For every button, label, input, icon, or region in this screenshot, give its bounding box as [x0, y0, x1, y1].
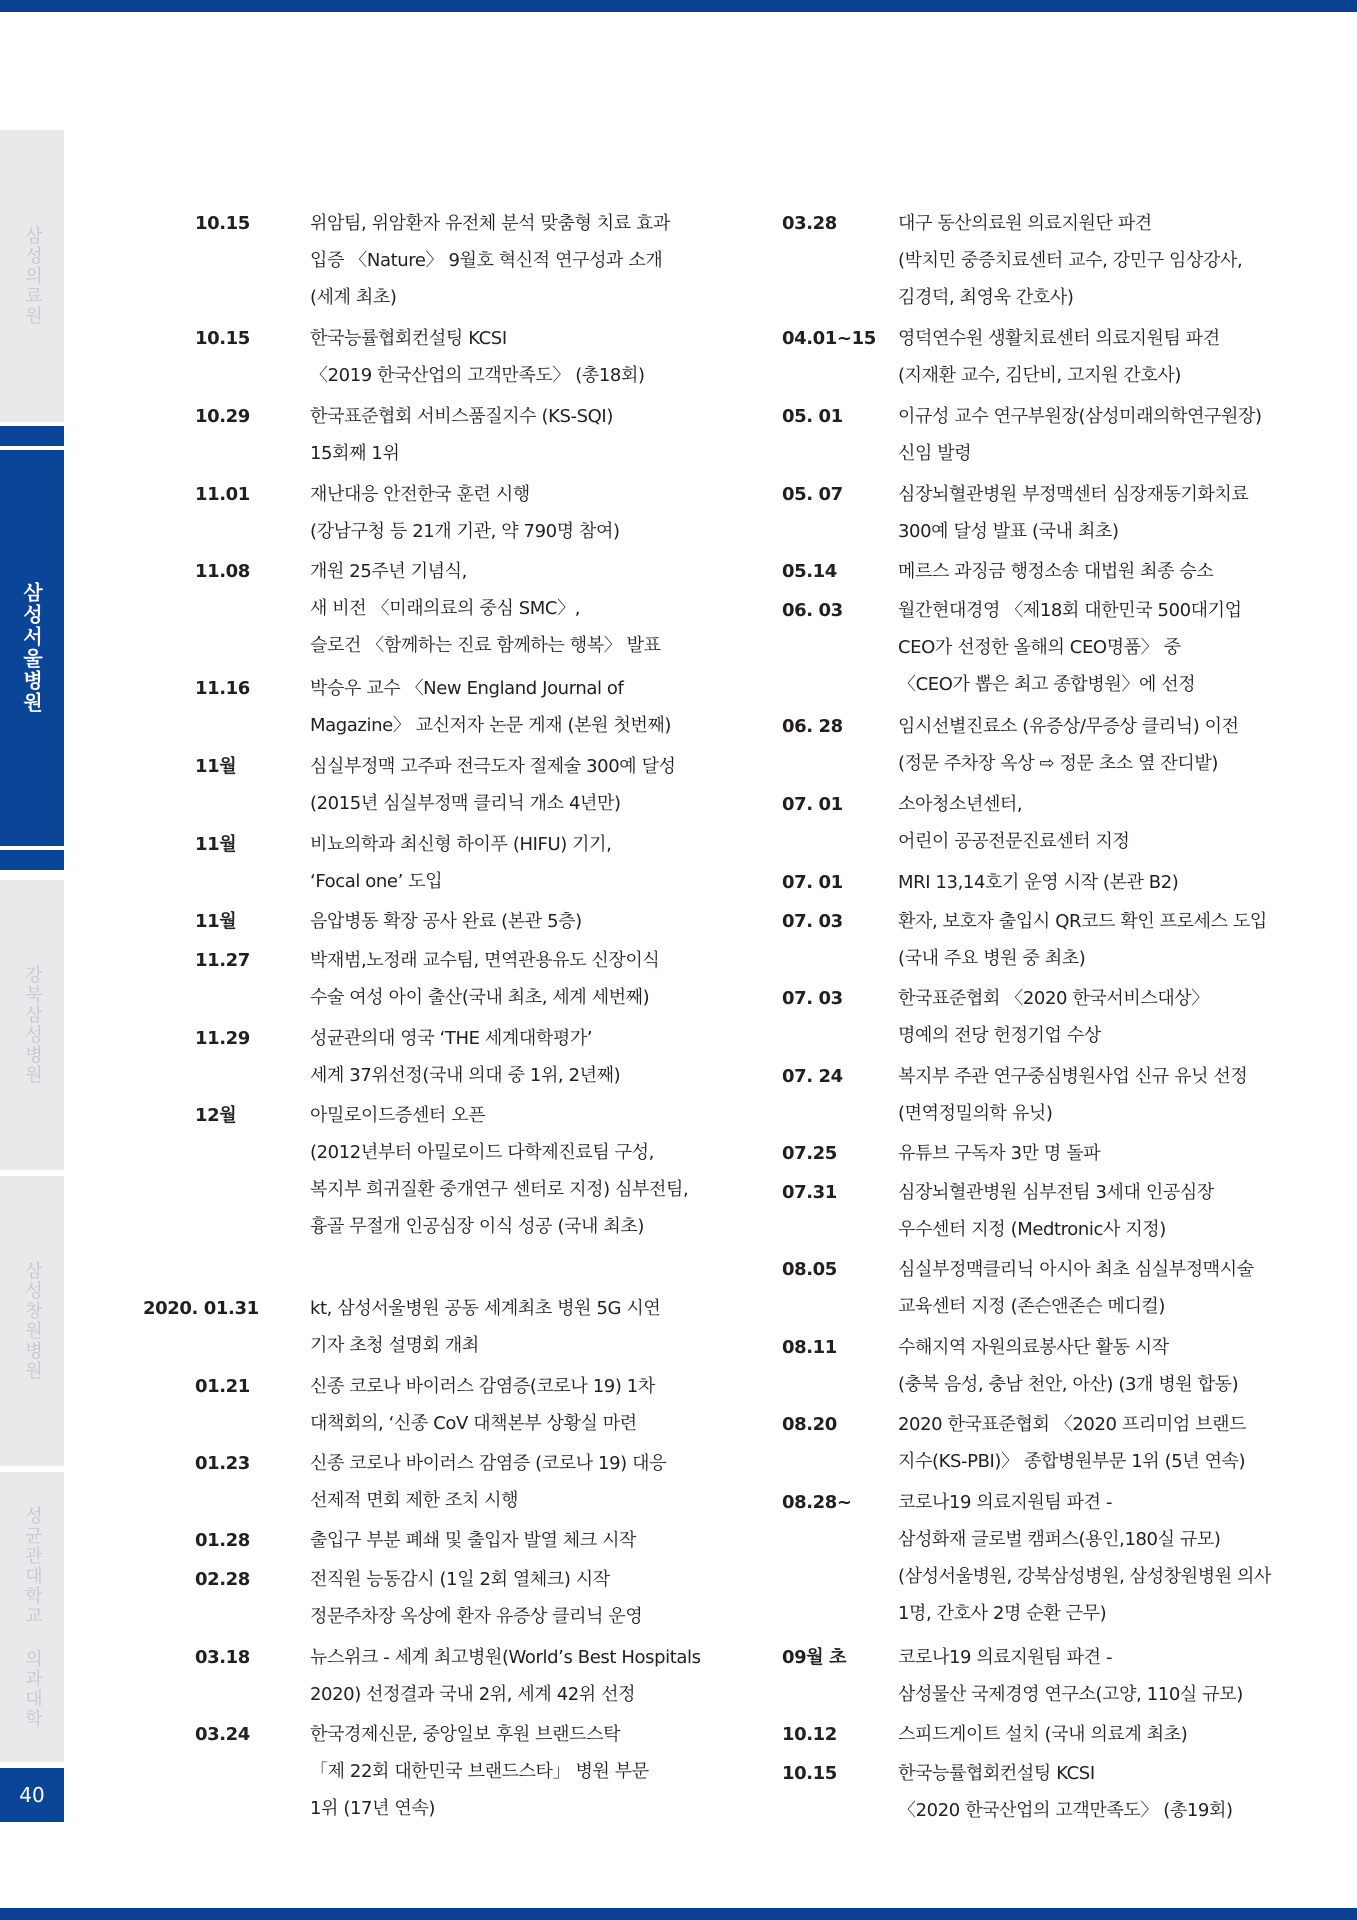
entry-line: ‘Focal one’ 도입	[310, 871, 443, 892]
entry-date: 07.25	[782, 1143, 837, 1164]
sidebar-tab-label: 삼성창원병원	[22, 1261, 43, 1381]
entry-line: 임시선별진료소 (유증상/무증상 클리닉) 이전	[898, 716, 1239, 737]
entry-line: 교육센터 지정 (존슨앤존슨 메디컬)	[898, 1296, 1166, 1317]
entry-date: 09월 초	[782, 1647, 847, 1668]
entry-date: 08.11	[782, 1337, 837, 1358]
entry-line: 위암팀, 위암환자 유전체 분석 맞춤형 치료 효과	[310, 213, 671, 234]
entry-line: 복지부 주관 연구중심병원사업 신규 유닛 선정	[898, 1066, 1248, 1087]
entry-text	[310, 398, 613, 472]
entry-line: (2012년부터 아밀로이드 다학제진료팀 구성,	[310, 1142, 654, 1163]
entry-line: 기자 초청 설명회 개최	[310, 1335, 479, 1356]
entry-date: 12월	[195, 1105, 237, 1126]
entry-text	[310, 1368, 655, 1442]
page-number: 40	[0, 1768, 64, 1822]
entry-date: 03.24	[195, 1724, 250, 1745]
entry-line: 박승우 교수 〈New England Journal of	[310, 678, 624, 699]
entry-date: 11.16	[195, 678, 250, 699]
entry-line: 한국경제신문, 중앙일보 후원 브랜드스탁	[310, 1724, 621, 1745]
entry-date: 05.14	[782, 561, 837, 582]
entry-date: 11.01	[195, 484, 250, 505]
entry-text	[898, 1755, 1233, 1829]
entry-line: 심장뇌혈관병원 심부전팀 3세대 인공심장	[898, 1182, 1214, 1203]
entry-date: 07. 03	[782, 988, 843, 1009]
entry-text	[310, 942, 659, 1016]
entry-line: 심실부정맥 고주파 전극도자 절제술 300예 달성	[310, 756, 676, 777]
entry-text	[898, 980, 1209, 1054]
entry-text	[310, 553, 661, 664]
entry-text	[898, 476, 1248, 550]
entry-date: 07.31	[782, 1182, 837, 1203]
entry-line: 성균관의대 영국 ‘THE 세계대학평가’	[310, 1028, 593, 1049]
sidebar-tab-samsung-seoul-hospital[interactable]	[0, 450, 64, 846]
entry-line: 신종 코로나 바이러스 감염증 (코로나 19) 대응	[310, 1453, 667, 1474]
entry-line: 환자, 보호자 출입시 QR코드 확인 프로세스 도입	[898, 911, 1267, 932]
entry-date: 11.08	[195, 561, 250, 582]
entry-line: 〈CEO가 뽑은 최고 종합병원〉에 선정	[898, 674, 1196, 695]
entry-text	[310, 1716, 649, 1827]
entry-text	[898, 1135, 1100, 1172]
entry-line: 한국능률협회컨설팅 KCSI	[310, 328, 507, 349]
entry-line: 월간현대경영 〈제18회 대한민국 500대기업	[898, 600, 1242, 621]
entry-text	[898, 1174, 1214, 1248]
entry-text	[898, 786, 1130, 860]
entry-date: 11월	[195, 756, 237, 777]
entry-date: 10.15	[782, 1763, 837, 1784]
sidebar-tab-kangbuk-samsung-hospital[interactable]	[0, 880, 64, 1170]
entry-text	[898, 864, 1178, 901]
sidebar-active-strip-bottom	[0, 850, 64, 870]
entry-text	[310, 903, 582, 940]
entry-line: 선제적 면회 제한 조치 시행	[310, 1490, 519, 1511]
entry-text	[310, 1522, 636, 1559]
sidebar-tab-label: 삼성서울병원	[19, 582, 44, 714]
entry-text	[898, 1639, 1243, 1713]
entry-text	[898, 903, 1267, 977]
entry-text	[310, 1290, 660, 1364]
entry-line: 한국표준협회 서비스품질지수 (KS-SQI)	[310, 406, 613, 427]
entry-line: 코로나19 의료지원팀 파견 -	[898, 1647, 1113, 1668]
entry-line: 스피드게이트 설치 (국내 의료계 최초)	[898, 1724, 1188, 1745]
entry-text	[898, 320, 1220, 394]
entry-date: 04.01~15	[782, 328, 876, 349]
entry-text	[898, 1251, 1254, 1325]
entry-line: CEO가 선정한 올해의 CEO명품〉 중	[898, 637, 1181, 658]
entry-date: 07. 03	[782, 911, 843, 932]
entry-date: 07. 01	[782, 794, 843, 815]
entry-line: 세계 37위선정(국내 의대 중 1위, 2년째)	[310, 1065, 621, 1086]
entry-line: 신임 발령	[898, 443, 972, 464]
entry-date: 08.20	[782, 1414, 837, 1435]
entry-date: 08.28~	[782, 1492, 852, 1513]
entry-line: Magazine〉 교신저자 논문 게재 (본원 첫번째)	[310, 715, 672, 736]
entry-text	[310, 670, 671, 744]
entry-text	[898, 1406, 1246, 1480]
entry-text	[310, 748, 676, 822]
entry-line: (충북 음성, 충남 천안, 아산) (3개 병원 합동)	[898, 1374, 1239, 1395]
entry-date: 01.21	[195, 1376, 250, 1397]
sidebar-active-strip-top	[0, 426, 64, 446]
entry-date: 10.15	[195, 213, 250, 234]
sidebar-tab-samsung-medical-center[interactable]	[0, 130, 64, 422]
sidebar-tab-samsung-changwon-hospital[interactable]	[0, 1176, 64, 1466]
entry-line: 심장뇌혈관병원 부정맥센터 심장재동기화치료	[898, 484, 1249, 505]
entry-date: 08.05	[782, 1259, 837, 1280]
entry-date: 02.28	[195, 1569, 250, 1590]
entry-date: 11월	[195, 911, 237, 932]
entry-text	[898, 205, 1242, 316]
entry-text	[310, 205, 670, 316]
entry-line: 전직원 능동감시 (1일 2회 열체크) 시작	[310, 1569, 610, 1590]
entry-date: 07. 01	[782, 872, 843, 893]
entry-line: 메르스 과징금 행정소송 대법원 최종 승소	[898, 561, 1214, 582]
entry-line: 어린이 공공전문진료센터 지정	[898, 831, 1130, 852]
entry-line: 〈2020 한국산업의 고객만족도〉 (총19회)	[898, 1800, 1233, 1821]
entry-line: 1위 (17년 연속)	[310, 1798, 435, 1819]
entry-date: 01.28	[195, 1530, 250, 1551]
entry-date: 05. 01	[782, 406, 843, 427]
entry-line: (박치민 중증치료센터 교수, 강민구 임상강사,	[898, 250, 1243, 271]
entry-line: 슬로건 〈함께하는 진료 함께하는 행복〉 발표	[310, 635, 661, 656]
entry-text	[898, 1058, 1247, 1132]
entry-text	[898, 592, 1242, 703]
entry-line: 대구 동산의료원 의료지원단 파견	[898, 213, 1152, 234]
entry-line: 수술 여성 아이 출산(국내 최초, 세계 세번째)	[310, 987, 650, 1008]
entry-line: 2020) 선정결과 국내 2위, 세계 42위 선정	[310, 1684, 636, 1705]
entry-line: 2020 한국표준협회 〈2020 프리미엄 브랜드	[898, 1414, 1247, 1435]
entry-date: 10.12	[782, 1724, 837, 1745]
entry-line: MRI 13,14호기 운영 시작 (본관 B2)	[898, 872, 1179, 893]
sidebar-tab-label: 강북삼성병원	[22, 965, 43, 1085]
entry-line: (국내 주요 병원 중 최초)	[898, 948, 1086, 969]
entry-line: 흉골 무절개 인공심장 이식 성공 (국내 최초)	[310, 1216, 644, 1237]
entry-text	[310, 1445, 666, 1519]
entry-text	[310, 826, 611, 900]
entry-line: 코로나19 의료지원팀 파견 -	[898, 1492, 1113, 1513]
entry-line: 영덕연수원 생활치료센터 의료지원팀 파견	[898, 328, 1220, 349]
entry-date: 10.15	[195, 328, 250, 349]
top-accent-bar	[0, 0, 1357, 12]
entry-text	[898, 1484, 1271, 1632]
entry-line: 김경덕, 최영욱 간호사)	[898, 287, 1074, 308]
entry-date: 10.29	[195, 406, 250, 427]
entry-line: 수해지역 자원의료봉사단 활동 시작	[898, 1337, 1169, 1358]
entry-line: 〈2019 한국산업의 고객만족도〉 (총18회)	[310, 365, 645, 386]
entry-line: 한국능률협회컨설팅 KCSI	[898, 1763, 1095, 1784]
entry-date: 03.18	[195, 1647, 250, 1668]
entry-line: 심실부정맥클리닉 아시아 최초 심실부정맥시술	[898, 1259, 1254, 1280]
sidebar-tab-label: 삼성의료원	[22, 226, 43, 326]
entry-line: 아밀로이드증센터 오픈	[310, 1105, 486, 1126]
entry-line: 15회째 1위	[310, 443, 400, 464]
entry-line: (정문 주차장 옥상 ⇨ 정문 초소 옆 잔디밭)	[898, 753, 1218, 774]
entry-text	[898, 1329, 1238, 1403]
entry-line: (2015년 심실부정맥 클리닉 개소 4년만)	[310, 793, 621, 814]
entry-date: 11월	[195, 834, 237, 855]
entry-line: kt, 삼성서울병원 공동 세계최초 병원 5G 시연	[310, 1298, 661, 1319]
entry-line: 재난대응 안전한국 훈련 시행	[310, 484, 530, 505]
entry-line: 복지부 희귀질환 중개연구 센터로 지정) 심부전팀,	[310, 1179, 689, 1200]
entry-date: 2020. 01.31	[143, 1298, 259, 1319]
entry-text	[898, 553, 1213, 590]
entry-line: 우수센터 지정 (Medtronic사 지정)	[898, 1219, 1166, 1240]
entry-line: (면역정밀의학 유닛)	[898, 1103, 1053, 1124]
entry-date: 06. 28	[782, 716, 843, 737]
entry-line: 지수(KS-PBI)〉 종합병원부문 1위 (5년 연속)	[898, 1451, 1246, 1472]
entry-line: 박재범,노정래 교수팀, 면역관용유도 신장이식	[310, 950, 660, 971]
bottom-accent-bar	[0, 1908, 1357, 1920]
entry-line: 비뇨의학과 최신형 하이푸 (HIFU) 기기,	[310, 834, 612, 855]
entry-text	[310, 1097, 688, 1245]
entry-text	[310, 476, 620, 550]
entry-date: 07. 24	[782, 1066, 843, 1087]
entry-text	[310, 1020, 620, 1094]
entry-line: 뉴스위크 - 세계 최고병원(World’s Best Hospitals	[310, 1647, 701, 1668]
sidebar-tab-label: 성균관대학교 의과대학	[22, 1505, 43, 1729]
entry-date: 05. 07	[782, 484, 843, 505]
entry-line: (지재환 교수, 김단비, 고지원 간호사)	[898, 365, 1182, 386]
entry-line: 대책회의, ‘신종 CoV 대책본부 상황실 마련	[310, 1413, 637, 1434]
entry-text	[310, 1639, 701, 1713]
sidebar-tab-skku-medical-school[interactable]	[0, 1472, 64, 1762]
entry-text	[310, 1561, 642, 1635]
entry-line: 1명, 간호사 2명 순환 근무)	[898, 1603, 1107, 1624]
entry-line: 신종 코로나 바이러스 감염증(코로나 19) 1차	[310, 1376, 655, 1397]
entry-line: 정문주차장 옥상에 환자 유증상 클리닉 운영	[310, 1606, 643, 1627]
entry-line: 개원 25주년 기념식,	[310, 561, 467, 582]
entry-line: 삼성물산 국제경영 연구소(고양, 110실 규모)	[898, 1684, 1243, 1705]
entry-line: (삼성서울병원, 강북삼성병원, 삼성창원병원 의사	[898, 1566, 1271, 1587]
entry-line: 소아청소년센터,	[898, 794, 1023, 815]
entry-line: 출입구 부분 폐쇄 및 출입자 발열 체크 시작	[310, 1530, 637, 1551]
entry-line: (세계 최초)	[310, 287, 397, 308]
entry-line: 삼성화재 글로벌 캠퍼스(용인,180실 규모)	[898, 1529, 1221, 1550]
entry-line: 한국표준협회 〈2020 한국서비스대상〉	[898, 988, 1209, 1009]
entry-line: 새 비전 〈미래의료의 중심 SMC〉,	[310, 598, 581, 619]
entry-date: 06. 03	[782, 600, 843, 621]
entry-text	[310, 320, 645, 394]
entry-line: 명예의 전당 헌정기업 수상	[898, 1025, 1101, 1046]
entry-line: 이규성 교수 연구부원장(삼성미래의학연구원장)	[898, 406, 1262, 427]
entry-line: (강남구청 등 21개 기관, 약 790명 참여)	[310, 521, 620, 542]
entry-line: 음압병동 확장 공사 완료 (본관 5층)	[310, 911, 582, 932]
entry-text	[898, 1716, 1187, 1753]
entry-line: 「제 22회 대한민국 브랜드스타」 병원 부문	[310, 1761, 649, 1782]
entry-line: 300예 달성 발표 (국내 최초)	[898, 521, 1119, 542]
entry-date: 01.23	[195, 1453, 250, 1474]
entry-date: 11.29	[195, 1028, 250, 1049]
entry-line: 입증 〈Nature〉 9월호 혁신적 연구성과 소개	[310, 250, 663, 271]
entry-text	[898, 708, 1239, 782]
entry-date: 11.27	[195, 950, 250, 971]
entry-line: 유튜브 구독자 3만 명 돌파	[898, 1143, 1101, 1164]
entry-date: 03.28	[782, 213, 837, 234]
entry-text	[898, 398, 1262, 472]
